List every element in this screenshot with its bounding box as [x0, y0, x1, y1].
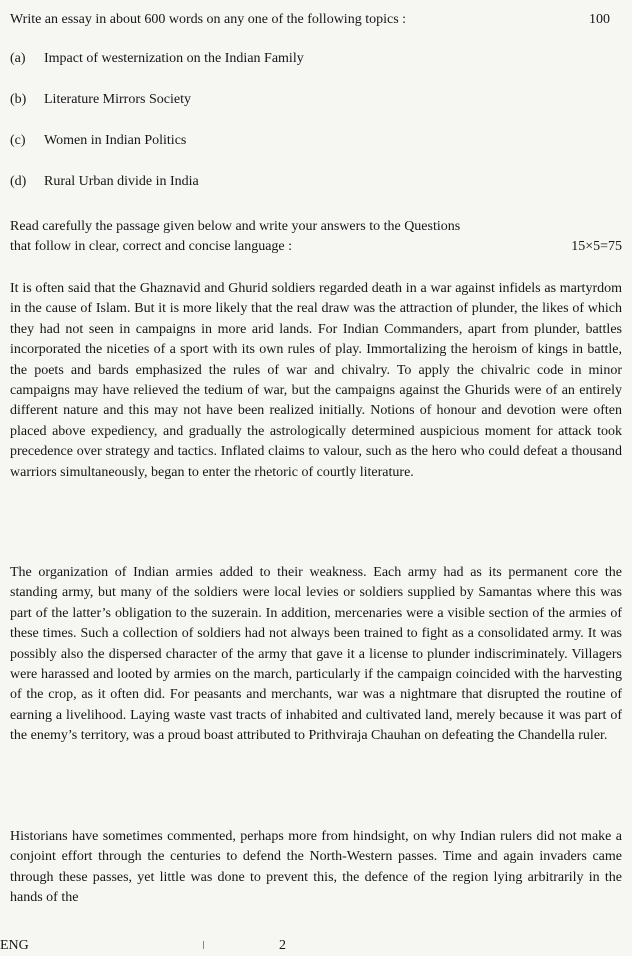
topic-text: Impact of westernization on the Indian Family — [44, 51, 304, 66]
passage-marks: 15×5=75 — [571, 239, 622, 255]
passage-paragraph-1: It is often said that the Ghaznavid and Ghurid soldiers regarded death in a war against infidels as martyrdom in the cause of Islam. But it is more likely that the real draw was the attraction of plunder, the likes of which they had not seen in campaigns in more arid lands. For Indian Commanders, apart from plunder, battles incorporated the niceties of a sport with its own rules of play. Immortalizing the heroism of kings in battle, the poets and bards emphasized the rules of war and chivalry. To apply the chivalric code in minor campaigns may have relieved the tedium of war, but the campaigns against the Ghurids were of an entirely different nature and this may not have been realized initially. Notions of honour and devotion were often placed above expediency, and gradually the astrologically determined auspicious moment for attack took precedence over strategy and tactics. Inflated claims to valour, such as the hero who could defeat a thousand warriors simultaneously, began to enter the rhetoric of courtly literature. — [10, 281, 622, 480]
passage-paragraph-2: The organization of Indian armies added to their weakness. Each army had as its permanent core the standing army, but many of the soldiers were local levies or soldiers supplied by Samantas where this was part of the latter’s obligation to the suzerain. In addition, mercenaries were a visible section of the armies of these times. Such a collection of soldiers had not always been trained to fight as a consolidated army. It was possibly also the dispersed character of the army that gave it a license to plunder indiscriminately. Villagers were harassed and looted by armies on the march, particularly if the campaign coincided with the harvesting of the crop, as it often did. For peasants and merchants, war was a nightmare that disrupted the routine of earning a livelihood. Laying waste vast tracts of inhabited and cultivated land, merely because it was part of the enemy’s territory, was a proud boast attributed to Prithviraja Chauhan on defeating the Chandella ruler. — [10, 565, 622, 744]
essay-instruction: Write an essay in about 600 words on any one of the following topics : — [10, 12, 407, 27]
topic-item — [10, 90, 191, 110]
essay-marks: 100 — [589, 12, 610, 27]
footer-tick-mark — [203, 941, 204, 949]
topic-text: Women in Indian Politics — [44, 133, 187, 148]
topic-item — [10, 131, 186, 151]
question-2-instruction — [10, 217, 622, 258]
topic-label: (b) — [10, 92, 27, 107]
topic-label: (d) — [10, 174, 27, 189]
instruction-line-2 — [10, 237, 622, 257]
topic-text: Literature Mirrors Society — [44, 92, 191, 107]
topic-label: (c) — [10, 133, 26, 148]
instruction-line-2-text: that follow in clear, correct and concise language : — [10, 239, 293, 255]
topic-item — [10, 172, 199, 192]
topic-label: (a) — [10, 51, 26, 66]
page-number: 2 — [279, 938, 286, 953]
instruction-line-1: Read carefully the passage given below and write your answers to the Questions — [10, 219, 461, 234]
topic-item — [10, 49, 304, 69]
footer-code: ENG — [0, 938, 29, 953]
topic-text: Rural Urban divide in India — [44, 174, 199, 189]
passage-paragraph-3: Historians have sometimes commented, perhaps more from hindsight, on why Indian rulers did not make a conjoint effort through the centuries to defend the North-Western passes. Time and again invaders came through these passes, yet little was done to prevent this, the defence of the region lying arbitrarily in the hands of the — [10, 829, 622, 906]
question-1-header — [10, 10, 610, 30]
